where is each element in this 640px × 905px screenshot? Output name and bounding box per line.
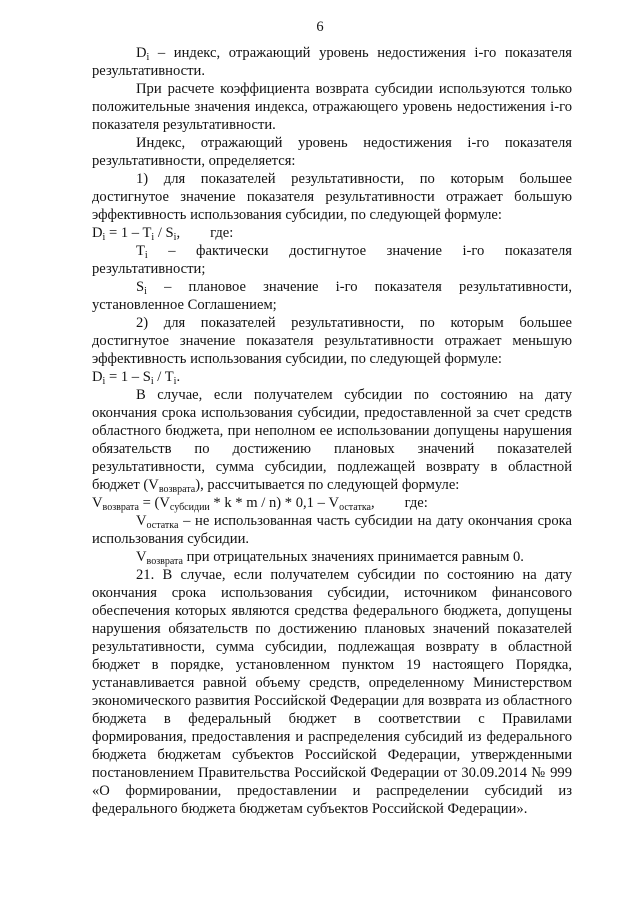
formula-3-where: где:	[404, 495, 428, 511]
paragraph-index-determined: Индекс, отражающий уровень недостижения i-го показателя результативности, определяется:	[92, 135, 572, 169]
paragraph-case-1: 1) для показателей результативности, по которым большее достигнутое значение показателя результативности отражает большую эффективность использования субсидии, по следующей формуле:	[92, 171, 572, 223]
paragraph-s-definition: $S_i$ – плановое значение i-го показателя результативности, установленное Соглашением;	[92, 279, 572, 313]
paragraph-t-definition: $T_i$ – фактически достигнутое значение i-го показателя результативности;	[92, 243, 572, 277]
paragraph-case-2: 2) для показателей результативности, по которым большее достигнутое значение показателя результативности отражает меньшую эффективность использования субсидии, по следующей формуле:	[92, 315, 572, 367]
page-number: 6	[316, 19, 324, 35]
paragraph-d-definition	[92, 44, 572, 80]
formula-1: $D_i = 1 - T_i / S_i$, где:	[92, 225, 234, 243]
d-definition-text: – индекс, отражающий уровень недостижения i-го показателя результативности.	[92, 45, 572, 79]
sub-i: i	[146, 52, 150, 63]
var-d: D	[136, 45, 147, 61]
paragraph-refund-calculation: В случае, если получателем субсидии по состоянию на дату окончания срока использования субсидии, предоставленной за счет средств областного бюджета, при неполном ее использовании допущены нарушения обязательств по достижению плановых значений показателей результативности, сумма субсидии, подлежащей возврату в областной бюджет $(V_{возврата})$, рассчитывается по следующей формуле:	[92, 387, 572, 495]
formula-2: $D_i = 1 - S_i / T_i$.	[92, 369, 181, 387]
paragraph-21: 21. В случае, если получателем субсидии по состоянию на дату окончания срока использования субсидии, источником финансового обеспечения которых являются средства федерального бюджета, допущены нарушения обязательств по достижению плановых значений показателей результативности, сумма субсидии, подлежащая возврату в областной бюджет в порядке, установленном пунктом 19 настоящего Порядка, устанавливается равной объему средств, определенному Министерством экономического развития Российской Федерации для возврата из областного бюджета в федеральный бюджет в соответствии с Правилами формирования, предоставления и распределения субсидий из федерального бюджета бюджетам субъектов Российской Федерации, утвержденными постановлением Правительства Российской Федерации от 30.09.2014 № 999 «О формировании, предоставлении и распределении субсидий из федерального бюджета бюджетам субъектов Российской Федерации».	[92, 567, 572, 817]
document-body	[92, 44, 572, 818]
formula-3: $V_{возврата} = (V_{субсидии} * k * m / n) * 0,1 - V_{остатка}$, где:	[92, 495, 428, 513]
formula-1-where: где:	[210, 225, 234, 241]
paragraph-positive-values: При расчете коэффициента возврата субсидии используются только положительные значения индекса, отражающего уровень недостижения i-го показателя результативности.	[92, 81, 572, 133]
paragraph-v-vozvrata-definition: $V_{возврата}$ при отрицательных значениях принимается равным 0.	[136, 549, 524, 567]
paragraph-v-ostatka-definition: $V_{остатка}$ – не использованная часть субсидии на дату окончания срока использования субсидии.	[92, 513, 572, 547]
